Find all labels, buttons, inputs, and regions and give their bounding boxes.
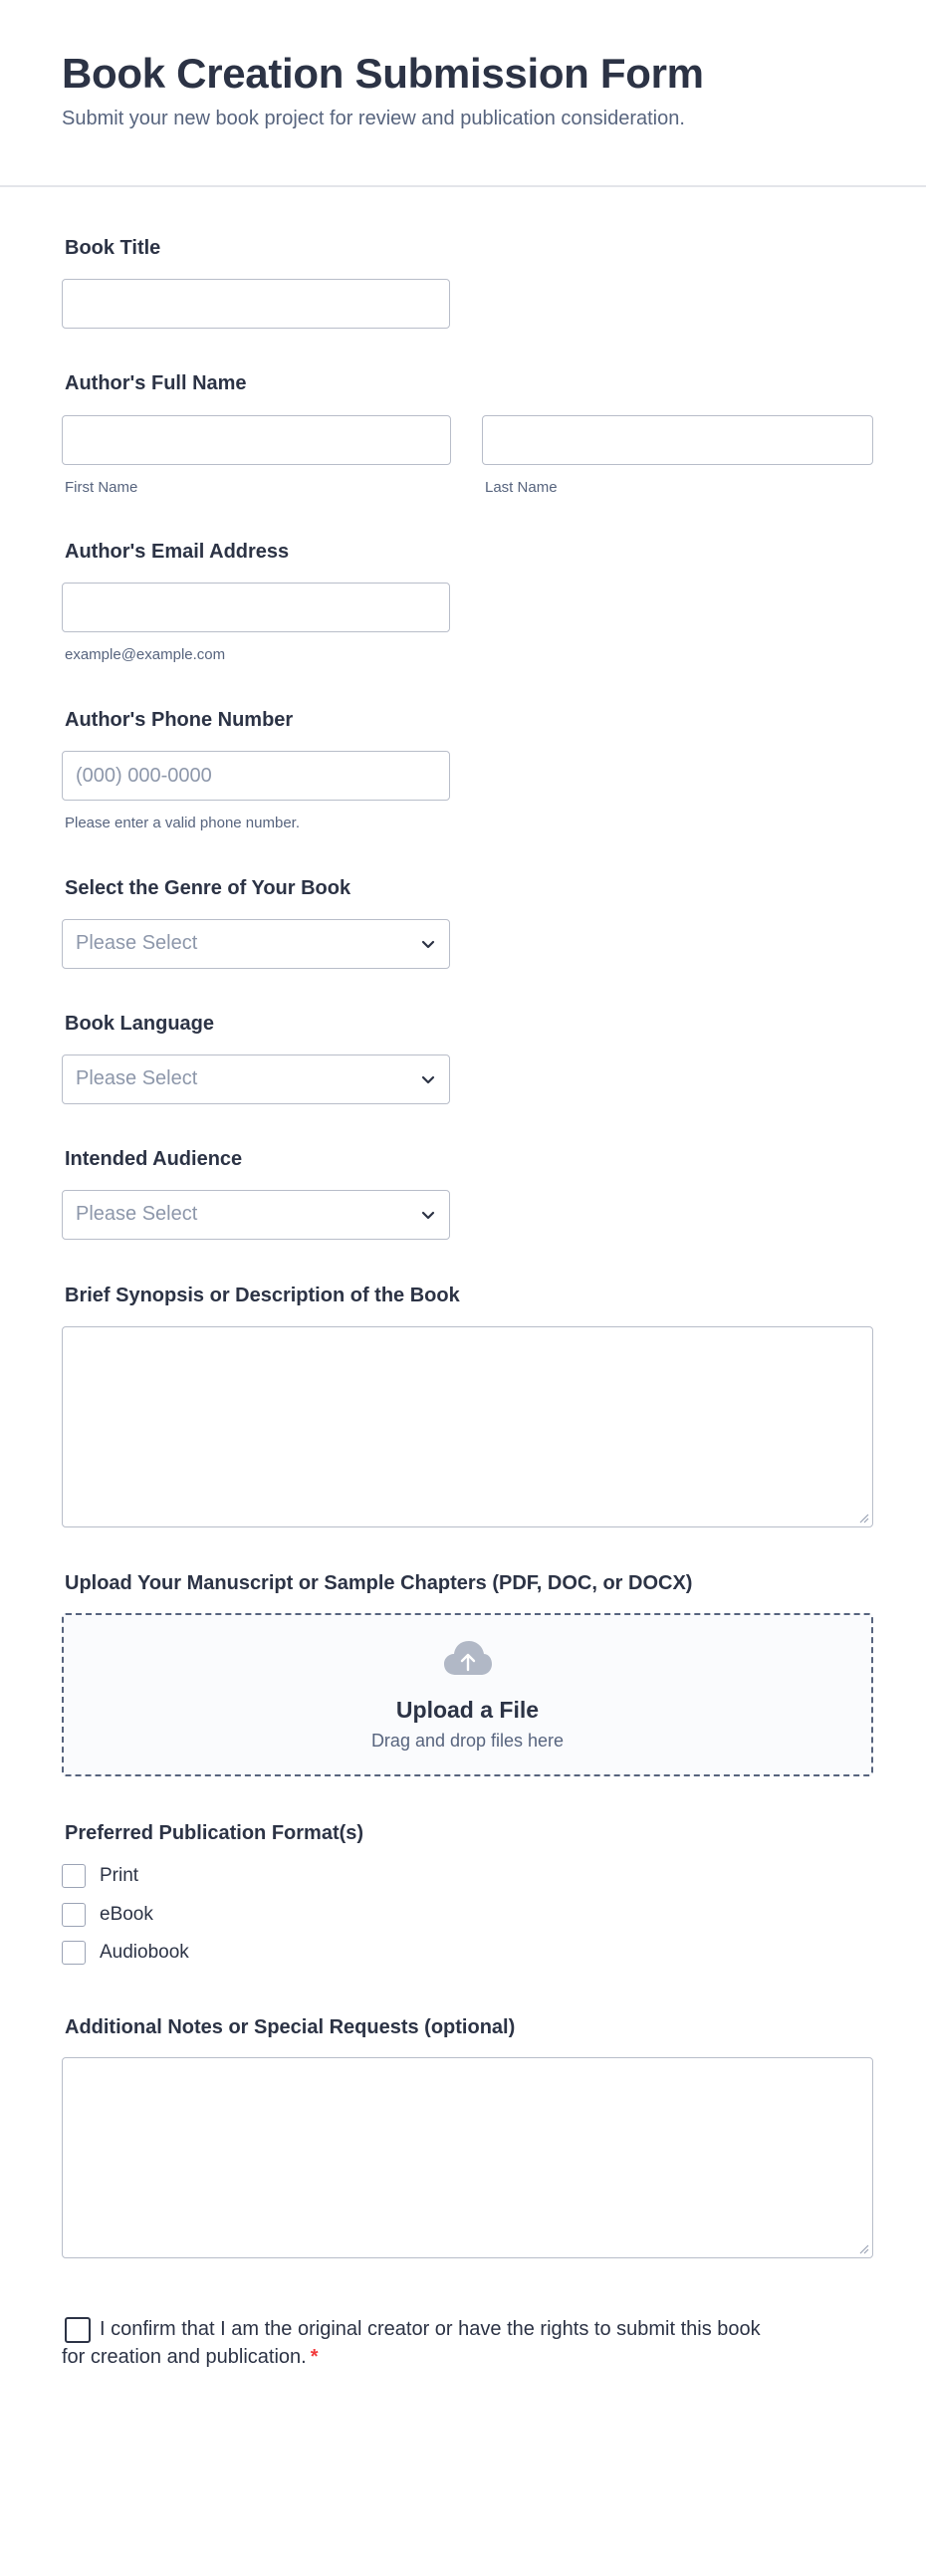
consent-text: I confirm that I am the original creator or have the rights to submit this book for creation and publication. bbox=[62, 2318, 761, 2368]
language-select-value: Please Select bbox=[76, 1067, 198, 1089]
author-phone-label: Author's Phone Number bbox=[65, 709, 294, 731]
required-mark: * bbox=[310, 2346, 319, 2368]
consent-label bbox=[62, 2315, 779, 2371]
notes-label: Additional Notes or Special Requests (optional) bbox=[65, 2016, 516, 2038]
upload-label: Upload Your Manuscript or Sample Chapters (PDF, DOC, or DOCX) bbox=[65, 1572, 693, 1594]
resize-handle-icon[interactable] bbox=[857, 2242, 869, 2254]
audience-label: Intended Audience bbox=[65, 1148, 243, 1170]
phone-sublabel: Please enter a valid phone number. bbox=[65, 815, 300, 831]
first-name-sublabel: First Name bbox=[65, 479, 138, 496]
upload-subtitle: Drag and drop files here bbox=[370, 1731, 565, 1751]
email-input[interactable] bbox=[62, 583, 450, 632]
file-upload-dropzone[interactable] bbox=[62, 1613, 873, 1776]
audience-select[interactable] bbox=[62, 1190, 450, 1240]
language-select[interactable] bbox=[62, 1054, 450, 1104]
formats-label: Preferred Publication Format(s) bbox=[65, 1822, 364, 1844]
audience-select-value: Please Select bbox=[76, 1203, 198, 1225]
checkbox[interactable] bbox=[62, 1941, 86, 1965]
format-option-label: Audiobook bbox=[100, 1942, 189, 1963]
last-name-sublabel: Last Name bbox=[485, 479, 558, 496]
checkbox[interactable] bbox=[62, 1903, 86, 1927]
chevron-down-icon bbox=[419, 1206, 437, 1224]
author-name-label: Author's Full Name bbox=[65, 372, 247, 394]
chevron-down-icon bbox=[419, 935, 437, 953]
resize-handle-icon[interactable] bbox=[857, 1512, 869, 1523]
chevron-down-icon bbox=[419, 1070, 437, 1088]
genre-label: Select the Genre of Your Book bbox=[65, 877, 351, 899]
synopsis-textarea[interactable] bbox=[62, 1326, 873, 1527]
genre-select[interactable] bbox=[62, 919, 450, 969]
format-option-label: eBook bbox=[100, 1904, 153, 1925]
book-title-label: Book Title bbox=[65, 237, 161, 259]
checkbox[interactable] bbox=[62, 1864, 86, 1888]
first-name-input[interactable] bbox=[62, 415, 451, 465]
cloud-upload-icon bbox=[442, 1639, 494, 1679]
form-title: Book Creation Submission Form bbox=[62, 50, 704, 97]
form-header bbox=[0, 0, 926, 187]
synopsis-label: Brief Synopsis or Description of the Book bbox=[65, 1285, 460, 1306]
upload-title: Upload a File bbox=[395, 1697, 540, 1723]
notes-textarea[interactable] bbox=[62, 2057, 873, 2258]
author-email-label: Author's Email Address bbox=[65, 541, 290, 563]
email-sublabel: example@example.com bbox=[65, 646, 226, 663]
genre-select-value: Please Select bbox=[76, 932, 198, 954]
language-label: Book Language bbox=[65, 1013, 215, 1035]
form-subtitle: Submit your new book project for review and publication consideration. bbox=[62, 108, 685, 129]
book-title-input[interactable] bbox=[62, 279, 450, 329]
format-option-label: Print bbox=[100, 1865, 139, 1886]
last-name-input[interactable] bbox=[482, 415, 873, 465]
phone-input[interactable] bbox=[62, 751, 450, 801]
